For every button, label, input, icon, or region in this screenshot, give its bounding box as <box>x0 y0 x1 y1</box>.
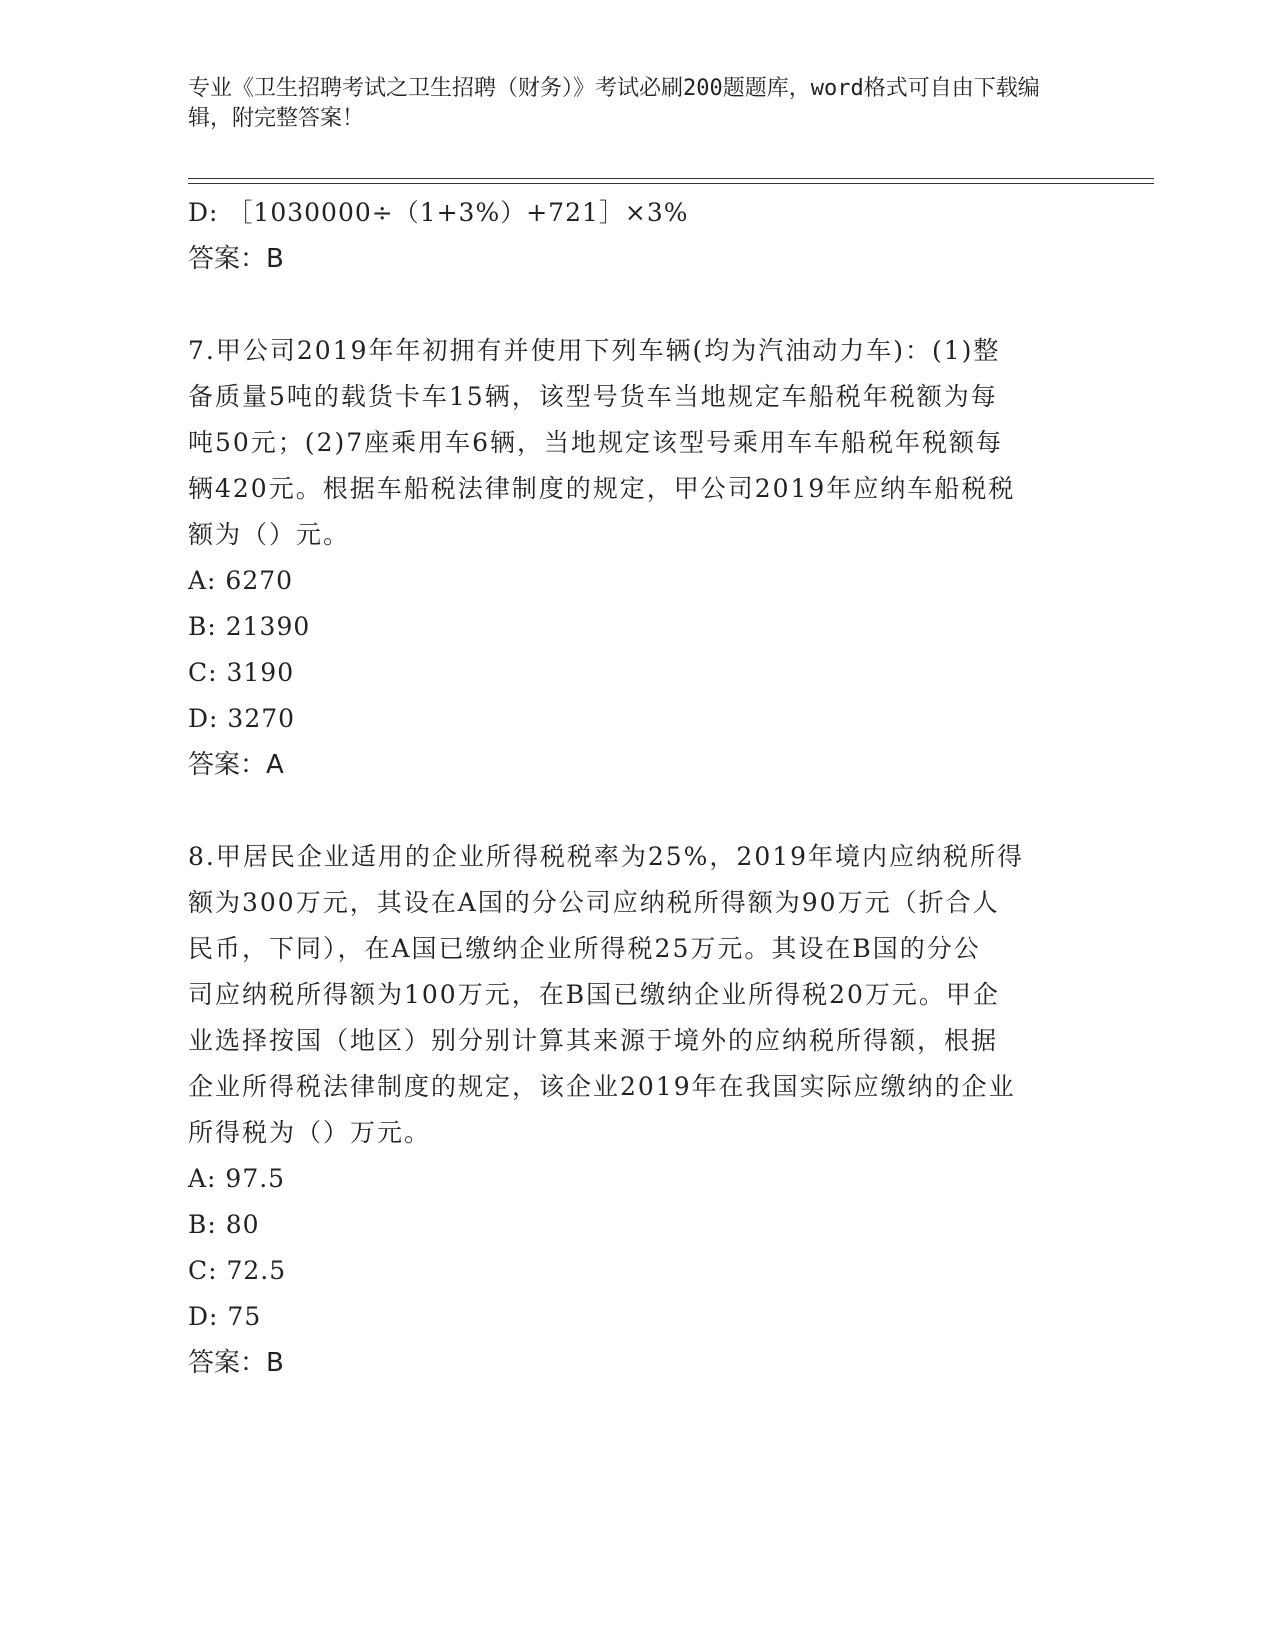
question-8 <box>188 834 1078 1386</box>
question-line: 辆420元。根据车船税法律制度的规定，甲公司2019年应纳车船税税 <box>188 474 1016 503</box>
option-d: D: 75 <box>188 1302 262 1331</box>
question-line: 所得税为（）万元。 <box>188 1118 432 1147</box>
spacer <box>188 788 1078 834</box>
option-d: D: 3270 <box>188 704 296 733</box>
question-line: 吨50元；(2)7座乘用车6辆，当地规定该型号乘用车车船税年税额每 <box>188 428 1004 457</box>
question-line: 7.甲公司2019年年初拥有并使用下列车辆(均为汽油动力车)：(1)整 <box>188 336 1001 365</box>
question-line: 企业所得税法律制度的规定，该企业2019年在我国实际应缴纳的企业 <box>188 1072 1016 1101</box>
option-a: A: 6270 <box>188 566 294 595</box>
question-line: 额为300万元，其设在A国的分公司应纳税所得额为90万元（折合人 <box>188 888 1000 917</box>
question-line: 司应纳税所得额为100万元，在B国已缴纳企业所得税20万元。甲企 <box>188 980 1000 1009</box>
option-d: D: ［1030000÷（1+3%）+721］×3% <box>188 198 689 227</box>
question-line: 额为（）元。 <box>188 520 351 549</box>
header-rule-top <box>188 178 1154 179</box>
page-header: 专业《卫生招聘考试之卫生招聘（财务）》考试必刷200题题库，word格式可自由下载编辑，附完整答案！ <box>188 76 1040 131</box>
question-line: 备质量5吨的载货卡车15辆，该型号货车当地规定车船税年税额为每 <box>188 382 998 411</box>
spacer <box>188 282 1078 328</box>
option-b: B: 21390 <box>188 612 311 641</box>
answer: 答案：A <box>188 750 284 780</box>
answer: 答案：B <box>188 244 284 274</box>
header-rule-bottom <box>188 183 1154 184</box>
option-b: B: 80 <box>188 1210 260 1239</box>
option-c: C: 3190 <box>188 658 295 687</box>
question-line: 业选择按国（地区）别分别计算其来源于境外的应纳税所得额，根据 <box>188 1026 999 1055</box>
question-line: 8.甲居民企业适用的企业所得税税率为25%，2019年境内应纳税所得 <box>188 842 1025 871</box>
question-line: 民币，下同），在A国已缴纳企业所得税25万元。其设在B国的分公 <box>188 934 981 963</box>
question-7 <box>188 328 1078 788</box>
option-c: C: 72.5 <box>188 1256 287 1285</box>
document-body <box>188 190 1078 1386</box>
option-a: A: 97.5 <box>188 1164 286 1193</box>
answer: 答案：B <box>188 1348 284 1378</box>
